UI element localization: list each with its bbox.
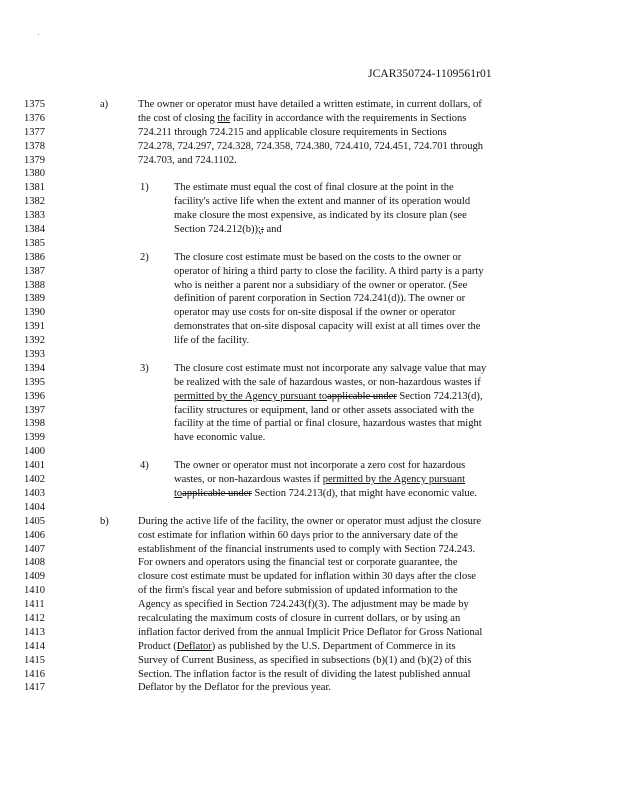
inserted-text: to — [174, 487, 183, 499]
document-body — [0, 98, 618, 695]
text-segment: demonstrates that on-site disposal capacity will exist at all times over the — [174, 321, 481, 333]
line-number: 1392 — [24, 335, 45, 347]
line-text — [174, 390, 483, 404]
text-line — [0, 140, 618, 154]
line-text — [138, 654, 471, 668]
deleted-text: ; — [260, 224, 264, 236]
text-segment: During the active life of the facility, the owner or operator must adjust the closure — [138, 515, 482, 527]
subsection-label: 3) — [140, 362, 149, 374]
text-segment: 724.211 through 724.215 and applicable closure requirements in Sections — [138, 126, 447, 138]
line-number: 1403 — [24, 487, 45, 499]
line-text — [174, 487, 477, 501]
line-number: 1416 — [24, 668, 45, 680]
inserted-text: permitted by the Agency pursuant to — [174, 390, 328, 402]
line-number: 1412 — [24, 612, 45, 624]
line-text — [174, 362, 486, 376]
text-line — [0, 640, 618, 654]
text-segment: 724.278, 724.297, 724.328, 724.358, 724.380, 724.410, 724.451, 724.701 through — [138, 140, 484, 152]
line-number: 1390 — [24, 307, 45, 319]
text-line — [0, 556, 618, 570]
text-segment: and — [263, 224, 282, 236]
text-line — [0, 251, 618, 265]
text-line — [0, 417, 618, 431]
line-text — [138, 570, 476, 584]
text-line — [0, 376, 618, 390]
line-text — [138, 640, 456, 654]
line-text — [174, 279, 467, 293]
line-text — [138, 556, 458, 570]
inserted-text: permitted by the Agency pursuant — [322, 474, 466, 486]
text-line — [0, 431, 618, 445]
text-line — [0, 390, 618, 404]
text-line — [0, 195, 618, 209]
text-line — [0, 529, 618, 543]
line-number: 1402 — [24, 474, 45, 486]
deleted-text: applicable under — [327, 390, 397, 402]
line-text — [174, 417, 482, 431]
text-line — [0, 501, 618, 515]
line-number: 1391 — [24, 321, 45, 333]
text-line — [0, 265, 618, 279]
line-number: 1384 — [24, 224, 45, 236]
line-text — [174, 459, 465, 473]
text-line — [0, 654, 618, 668]
line-text — [138, 154, 237, 168]
line-number: 1394 — [24, 362, 45, 374]
line-number: 1400 — [24, 446, 45, 458]
line-text — [138, 126, 447, 140]
text-line — [0, 598, 618, 612]
line-number: 1388 — [24, 279, 45, 291]
line-number: 1389 — [24, 293, 45, 305]
text-line — [0, 445, 618, 459]
line-text — [174, 209, 467, 223]
line-text — [174, 320, 480, 334]
line-number: 1411 — [24, 599, 45, 611]
text-segment: have economic value. — [174, 432, 266, 444]
text-line — [0, 112, 618, 126]
text-segment: Section 724.213(d), that might have economic value. — [251, 487, 477, 499]
text-line — [0, 487, 618, 501]
line-number: 1401 — [24, 460, 45, 472]
text-line — [0, 320, 618, 334]
line-number: 1410 — [24, 585, 45, 597]
line-number: 1387 — [24, 265, 45, 277]
text-segment: who is neither a parent nor a subsidiary of the owner or operator. (See — [174, 279, 468, 291]
text-line — [0, 612, 618, 626]
text-segment: For owners and operators using the financial test or corporate guarantee, the — [138, 557, 458, 569]
text-segment: operator of hiring a third party to close the facility. A third party is a party — [174, 265, 484, 277]
line-number: 1409 — [24, 571, 45, 583]
line-text — [174, 334, 249, 348]
text-line — [0, 181, 618, 195]
line-text — [138, 668, 471, 682]
line-number: 1385 — [24, 237, 45, 249]
text-segment: wastes, or non-hazardous wastes if — [174, 474, 323, 486]
line-text — [174, 292, 465, 306]
line-number: 1395 — [24, 376, 45, 388]
text-line — [0, 404, 618, 418]
line-number: 1379 — [24, 154, 45, 166]
line-text — [138, 98, 482, 112]
inserted-text: Deflator — [176, 640, 212, 652]
text-segment: facility structures or equipment, land or other assets associated with the — [174, 404, 475, 416]
subsection-label: 1) — [140, 182, 149, 194]
line-text — [138, 112, 466, 126]
text-line — [0, 154, 618, 168]
line-number: 1417 — [24, 682, 45, 694]
line-number: 1375 — [24, 99, 45, 110]
document-code-header: JCAR350724-1109561r01 — [368, 68, 492, 80]
text-segment: The closure cost estimate must not incorporate any salvage value that may — [174, 362, 487, 374]
line-number: 1405 — [24, 515, 45, 527]
text-segment: life of the facility. — [174, 335, 250, 347]
text-segment: Section 724.213(d), — [396, 390, 483, 402]
line-text — [174, 376, 481, 390]
text-segment: The closure cost estimate must be based on the costs to the owner or — [174, 251, 462, 263]
text-line — [0, 98, 618, 112]
text-line — [0, 362, 618, 376]
inserted-text: the — [217, 112, 231, 124]
text-line — [0, 223, 618, 237]
text-segment: Product ( — [138, 640, 177, 652]
text-line — [0, 681, 618, 695]
text-segment: closure cost estimate must be updated for inflation within 30 days after the close — [138, 571, 476, 583]
line-text — [174, 265, 484, 279]
text-line — [0, 584, 618, 598]
subsection-label: 2) — [140, 251, 149, 263]
line-text — [174, 251, 461, 265]
line-text — [138, 598, 469, 612]
line-text — [174, 473, 465, 487]
text-line — [0, 668, 618, 682]
text-segment: facility in accordance with the requirements in Sections — [230, 112, 467, 124]
line-number: 1406 — [24, 529, 45, 541]
inserted-text: ; — [258, 224, 261, 236]
text-segment: Deflator by the Deflator for the previous year. — [138, 682, 332, 694]
line-text — [138, 515, 481, 529]
line-number: 1381 — [24, 182, 45, 194]
text-line — [0, 570, 618, 584]
text-segment: ) as published by the U.S. Department of Commerce in its — [211, 640, 456, 652]
line-number: 1377 — [24, 126, 45, 138]
text-line — [0, 459, 618, 473]
line-number: 1378 — [24, 140, 45, 152]
text-line — [0, 334, 618, 348]
line-number: 1408 — [24, 557, 45, 569]
line-text — [174, 306, 455, 320]
text-segment: facility at the time of partial or final closure, hazardous wastes that might — [174, 418, 482, 430]
line-number: 1393 — [24, 349, 45, 361]
line-number: 1386 — [24, 251, 45, 263]
line-text — [138, 612, 460, 626]
line-text — [174, 181, 454, 195]
line-number: 1407 — [24, 543, 45, 555]
line-number: 1414 — [24, 640, 45, 652]
line-text — [138, 529, 458, 543]
text-segment: Agency as specified in Section 724.243(f)(3). The adjustment may be made by — [138, 599, 469, 611]
text-segment: 724.703, and 724.1102. — [138, 154, 237, 166]
text-segment: establishment of the financial instruments used to comply with Section 724.243. — [138, 543, 476, 555]
text-line — [0, 167, 618, 181]
text-segment: definition of parent corporation in Section 724.241(d)). The owner or — [174, 293, 466, 305]
line-number: 1376 — [24, 112, 45, 124]
line-number: 1415 — [24, 654, 45, 666]
scan-speck — [38, 34, 39, 35]
line-text — [138, 543, 475, 557]
text-line — [0, 237, 618, 251]
line-text — [138, 584, 458, 598]
text-segment: The owner or operator must have detailed a written estimate, in current dollars, of — [138, 99, 482, 110]
line-number: 1380 — [24, 168, 45, 180]
text-line — [0, 279, 618, 293]
text-line — [0, 292, 618, 306]
line-number: 1383 — [24, 210, 45, 222]
text-line — [0, 515, 618, 529]
text-line — [0, 543, 618, 557]
line-text — [138, 681, 331, 695]
line-text — [174, 404, 474, 418]
text-segment: Survey of Current Business, as specified in subsections (b)(1) and (b)(2) of this — [138, 654, 472, 666]
text-line — [0, 126, 618, 140]
text-line — [0, 306, 618, 320]
text-segment: operator may use costs for on-site disposal if the owner or operator — [174, 307, 456, 319]
text-segment: recalculating the maximum costs of closure in current dollars, or by using an — [138, 612, 461, 624]
subsection-label: 4) — [140, 460, 149, 472]
text-segment: cost estimate for inflation within 60 days prior to the anniversary date of the — [138, 529, 458, 541]
text-line — [0, 626, 618, 640]
line-text — [174, 223, 282, 237]
text-line — [0, 473, 618, 487]
line-number: 1404 — [24, 501, 45, 513]
text-segment: Section 724.212(b)) — [174, 224, 258, 236]
line-text — [174, 431, 265, 445]
line-text — [138, 626, 482, 640]
text-segment: be realized with the sale of hazardous wastes, or non-hazardous wastes if — [174, 376, 481, 388]
line-number: 1399 — [24, 432, 45, 444]
text-segment: facility's active life when the extent and manner of its operation would — [174, 196, 471, 208]
text-segment: the cost of closing — [138, 112, 218, 124]
subsection-label: b) — [100, 515, 109, 527]
text-segment: make closure the most expensive, as indicated by its closure plan (see — [174, 210, 467, 222]
line-number: 1413 — [24, 626, 45, 638]
line-text — [138, 140, 483, 154]
text-segment: Section. The inflation factor is the result of dividing the latest published annual — [138, 668, 471, 680]
text-line — [0, 209, 618, 223]
line-number: 1382 — [24, 196, 45, 208]
line-text — [174, 195, 470, 209]
line-number: 1398 — [24, 418, 45, 430]
deleted-text: applicable under — [182, 487, 252, 499]
text-line — [0, 348, 618, 362]
text-segment: of the firm's fiscal year and before submission of updated information to the — [138, 585, 458, 597]
line-number: 1396 — [24, 390, 45, 402]
subsection-label: a) — [100, 99, 109, 110]
text-segment: The estimate must equal the cost of final closure at the point in the — [174, 182, 454, 194]
line-number: 1397 — [24, 404, 45, 416]
text-segment: The owner or operator must not incorporate a zero cost for hazardous — [174, 460, 466, 472]
text-segment: inflation factor derived from the annual Implicit Price Deflator for Gross National — [138, 626, 483, 638]
